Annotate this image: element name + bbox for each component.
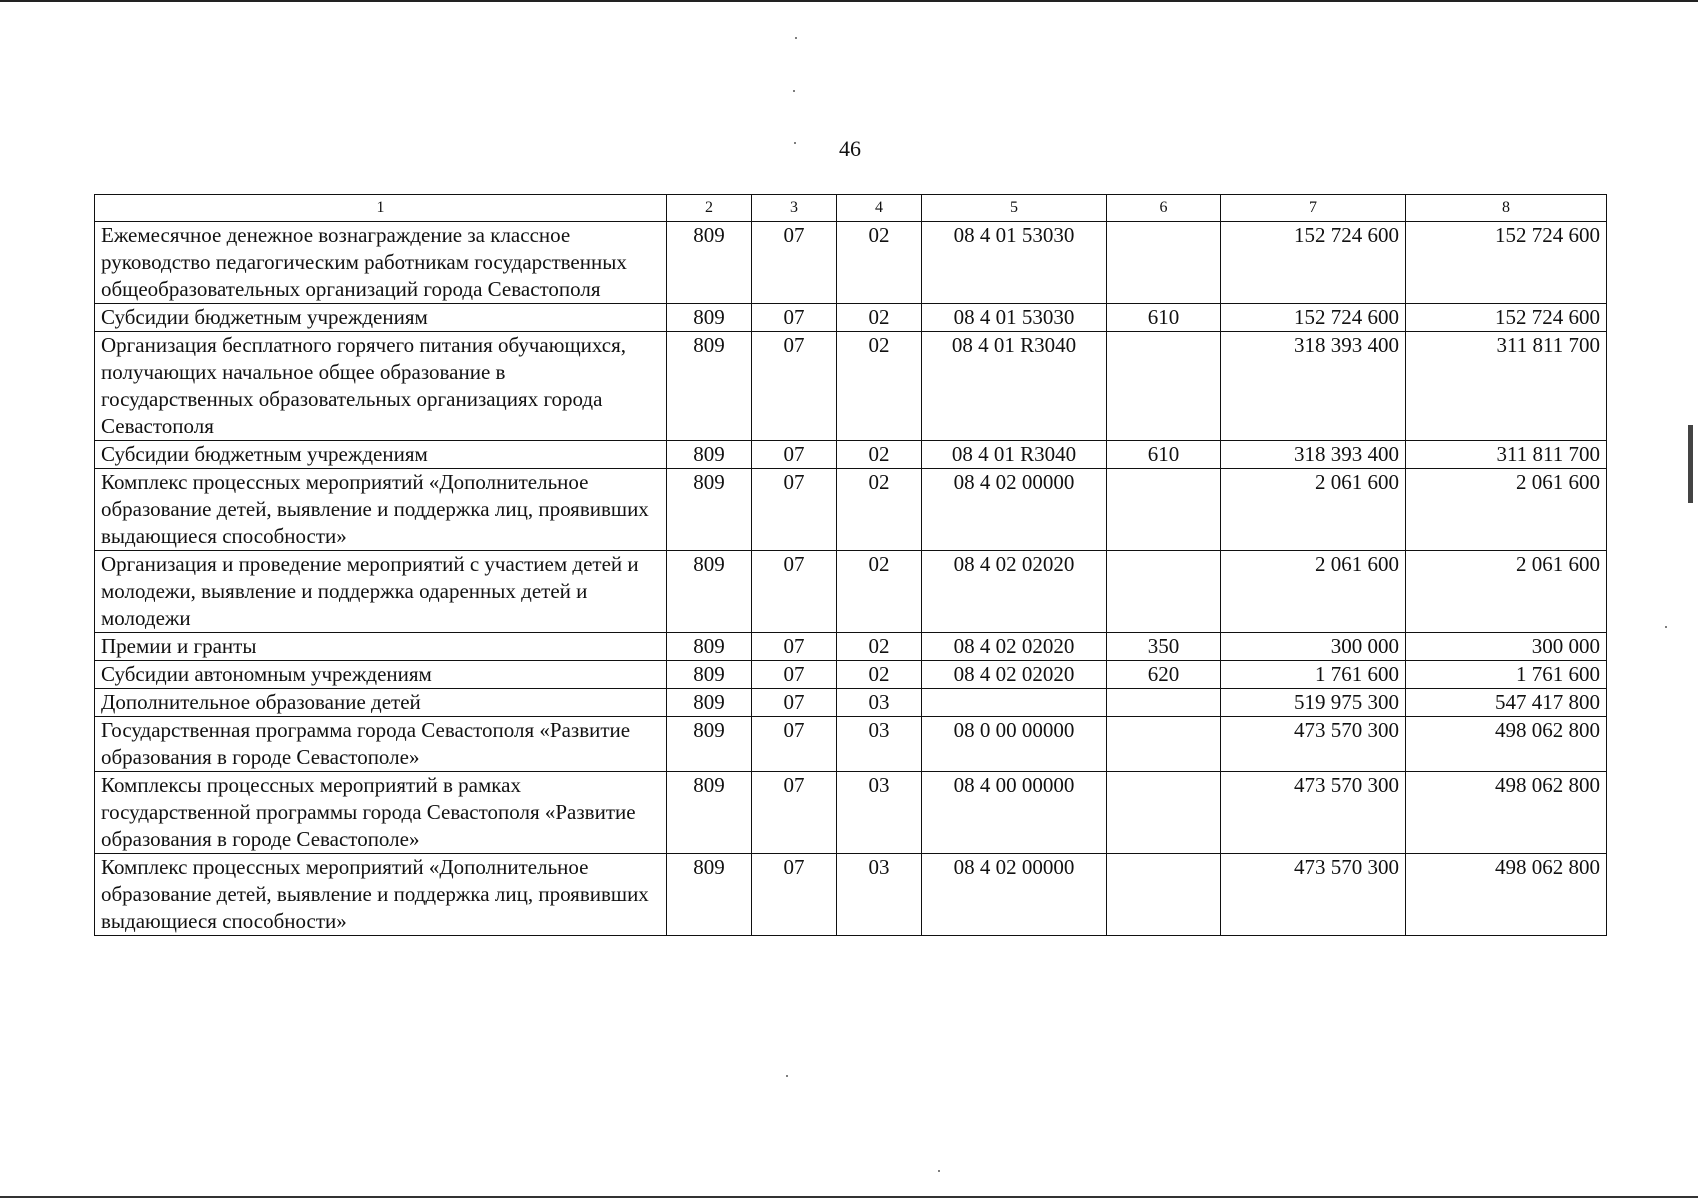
ministry-code: 809 bbox=[667, 332, 752, 441]
section-code: 07 bbox=[752, 854, 837, 936]
expense-name: Субсидии бюджетным учреждениям bbox=[95, 441, 667, 469]
target-article-code: 08 4 02 02020 bbox=[922, 551, 1107, 633]
column-header: 7 bbox=[1221, 195, 1406, 222]
table-row bbox=[95, 689, 1607, 717]
expense-name: Премии и гранты bbox=[95, 633, 667, 661]
table-row bbox=[95, 772, 1607, 854]
section-code: 07 bbox=[752, 441, 837, 469]
target-article-code: 08 4 02 00000 bbox=[922, 469, 1107, 551]
amount-col7: 473 570 300 bbox=[1221, 717, 1406, 772]
expense-name: Организация бесплатного горячего питания обучающихся, получающих начальное общее образование в государственных образовательных организациях города Севастополя bbox=[95, 332, 667, 441]
subsection-code: 02 bbox=[837, 661, 922, 689]
subsection-code: 02 bbox=[837, 551, 922, 633]
expense-name: Ежемесячное денежное вознаграждение за классное руководство педагогическим работникам государственных общеобразовательных организаций города Севастополя bbox=[95, 222, 667, 304]
target-article-code bbox=[922, 689, 1107, 717]
amount-col8: 311 811 700 bbox=[1406, 441, 1607, 469]
amount-col7: 1 761 600 bbox=[1221, 661, 1406, 689]
amount-col7: 318 393 400 bbox=[1221, 441, 1406, 469]
expense-name: Комплексы процессных мероприятий в рамках государственной программы города Севастополя «Развитие образования в городе Севастополе» bbox=[95, 772, 667, 854]
table-row bbox=[95, 304, 1607, 332]
section-code: 07 bbox=[752, 772, 837, 854]
amount-col8: 152 724 600 bbox=[1406, 304, 1607, 332]
scan-border-bottom bbox=[0, 1196, 1698, 1198]
amount-col8: 498 062 800 bbox=[1406, 772, 1607, 854]
subsection-code: 02 bbox=[837, 222, 922, 304]
ministry-code: 809 bbox=[667, 717, 752, 772]
expense-type-code bbox=[1107, 854, 1221, 936]
expense-type-code: 610 bbox=[1107, 304, 1221, 332]
column-header: 5 bbox=[922, 195, 1107, 222]
target-article-code: 08 4 01 53030 bbox=[922, 222, 1107, 304]
target-article-code: 08 4 01 R3040 bbox=[922, 332, 1107, 441]
ministry-code: 809 bbox=[667, 222, 752, 304]
amount-col7: 318 393 400 bbox=[1221, 332, 1406, 441]
target-article-code: 08 4 02 02020 bbox=[922, 633, 1107, 661]
table-row bbox=[95, 441, 1607, 469]
expense-name: Государственная программа города Севастополя «Развитие образования в городе Севастополе» bbox=[95, 717, 667, 772]
column-header: 1 bbox=[95, 195, 667, 222]
ministry-code: 809 bbox=[667, 551, 752, 633]
table-row bbox=[95, 854, 1607, 936]
amount-col7: 473 570 300 bbox=[1221, 772, 1406, 854]
expense-type-code bbox=[1107, 772, 1221, 854]
section-code: 07 bbox=[752, 717, 837, 772]
section-code: 07 bbox=[752, 633, 837, 661]
subsection-code: 03 bbox=[837, 854, 922, 936]
amount-col7: 519 975 300 bbox=[1221, 689, 1406, 717]
subsection-code: 03 bbox=[837, 717, 922, 772]
expense-name: Дополнительное образование детей bbox=[95, 689, 667, 717]
amount-col8: 1 761 600 bbox=[1406, 661, 1607, 689]
subsection-code: 02 bbox=[837, 332, 922, 441]
scan-dust bbox=[795, 37, 797, 39]
expense-type-code bbox=[1107, 469, 1221, 551]
amount-col7: 152 724 600 bbox=[1221, 304, 1406, 332]
section-code: 07 bbox=[752, 222, 837, 304]
expense-name: Комплекс процессных мероприятий «Дополнительное образование детей, выявление и поддержка лиц, проявивших выдающиеся способности» bbox=[95, 854, 667, 936]
table-row bbox=[95, 332, 1607, 441]
scan-dust bbox=[938, 1170, 940, 1172]
budget-table bbox=[94, 194, 1607, 936]
expense-name: Комплекс процессных мероприятий «Дополнительное образование детей, выявление и поддержка лиц, проявивших выдающиеся способности» bbox=[95, 469, 667, 551]
column-header: 8 bbox=[1406, 195, 1607, 222]
target-article-code: 08 4 01 R3040 bbox=[922, 441, 1107, 469]
table-row bbox=[95, 222, 1607, 304]
table-row bbox=[95, 469, 1607, 551]
amount-col8: 2 061 600 bbox=[1406, 551, 1607, 633]
expense-type-code bbox=[1107, 717, 1221, 772]
column-header: 6 bbox=[1107, 195, 1221, 222]
column-header: 4 bbox=[837, 195, 922, 222]
amount-col8: 2 061 600 bbox=[1406, 469, 1607, 551]
ministry-code: 809 bbox=[667, 689, 752, 717]
expense-type-code: 350 bbox=[1107, 633, 1221, 661]
subsection-code: 02 bbox=[837, 304, 922, 332]
amount-col8: 498 062 800 bbox=[1406, 717, 1607, 772]
table-row bbox=[95, 661, 1607, 689]
table-row bbox=[95, 633, 1607, 661]
subsection-code: 02 bbox=[837, 633, 922, 661]
expense-name: Организация и проведение мероприятий с участием детей и молодежи, выявление и поддержка одаренных детей и молодежи bbox=[95, 551, 667, 633]
target-article-code: 08 4 02 02020 bbox=[922, 661, 1107, 689]
header-row bbox=[95, 195, 1607, 222]
expense-name: Субсидии автономным учреждениям bbox=[95, 661, 667, 689]
amount-col7: 300 000 bbox=[1221, 633, 1406, 661]
amount-col8: 547 417 800 bbox=[1406, 689, 1607, 717]
expense-type-code: 620 bbox=[1107, 661, 1221, 689]
column-header: 3 bbox=[752, 195, 837, 222]
section-code: 07 bbox=[752, 332, 837, 441]
ministry-code: 809 bbox=[667, 661, 752, 689]
ministry-code: 809 bbox=[667, 854, 752, 936]
ministry-code: 809 bbox=[667, 469, 752, 551]
ministry-code: 809 bbox=[667, 772, 752, 854]
expense-name: Субсидии бюджетным учреждениям bbox=[95, 304, 667, 332]
scan-border-top bbox=[0, 0, 1698, 2]
target-article-code: 08 4 00 00000 bbox=[922, 772, 1107, 854]
subsection-code: 03 bbox=[837, 772, 922, 854]
table-row bbox=[95, 717, 1607, 772]
ministry-code: 809 bbox=[667, 633, 752, 661]
section-code: 07 bbox=[752, 469, 837, 551]
column-header: 2 bbox=[667, 195, 752, 222]
subsection-code: 02 bbox=[837, 441, 922, 469]
target-article-code: 08 0 00 00000 bbox=[922, 717, 1107, 772]
ministry-code: 809 bbox=[667, 304, 752, 332]
target-article-code: 08 4 01 53030 bbox=[922, 304, 1107, 332]
amount-col8: 152 724 600 bbox=[1406, 222, 1607, 304]
scan-dust bbox=[794, 142, 796, 144]
expense-type-code bbox=[1107, 689, 1221, 717]
amount-col8: 498 062 800 bbox=[1406, 854, 1607, 936]
scan-mark bbox=[1688, 425, 1693, 503]
ministry-code: 809 bbox=[667, 441, 752, 469]
section-code: 07 bbox=[752, 551, 837, 633]
subsection-code: 02 bbox=[837, 469, 922, 551]
amount-col7: 2 061 600 bbox=[1221, 469, 1406, 551]
subsection-code: 03 bbox=[837, 689, 922, 717]
scan-dust bbox=[793, 90, 795, 92]
amount-col8: 311 811 700 bbox=[1406, 332, 1607, 441]
expense-type-code: 610 bbox=[1107, 441, 1221, 469]
amount-col7: 152 724 600 bbox=[1221, 222, 1406, 304]
table-row bbox=[95, 551, 1607, 633]
section-code: 07 bbox=[752, 689, 837, 717]
amount-col7: 2 061 600 bbox=[1221, 551, 1406, 633]
expense-type-code bbox=[1107, 551, 1221, 633]
section-code: 07 bbox=[752, 304, 837, 332]
expense-type-code bbox=[1107, 222, 1221, 304]
target-article-code: 08 4 02 00000 bbox=[922, 854, 1107, 936]
section-code: 07 bbox=[752, 661, 837, 689]
scan-dust bbox=[1665, 626, 1667, 628]
expense-type-code bbox=[1107, 332, 1221, 441]
amount-col7: 473 570 300 bbox=[1221, 854, 1406, 936]
scan-dust bbox=[786, 1075, 788, 1077]
amount-col8: 300 000 bbox=[1406, 633, 1607, 661]
page-number: 46 bbox=[839, 136, 861, 161]
